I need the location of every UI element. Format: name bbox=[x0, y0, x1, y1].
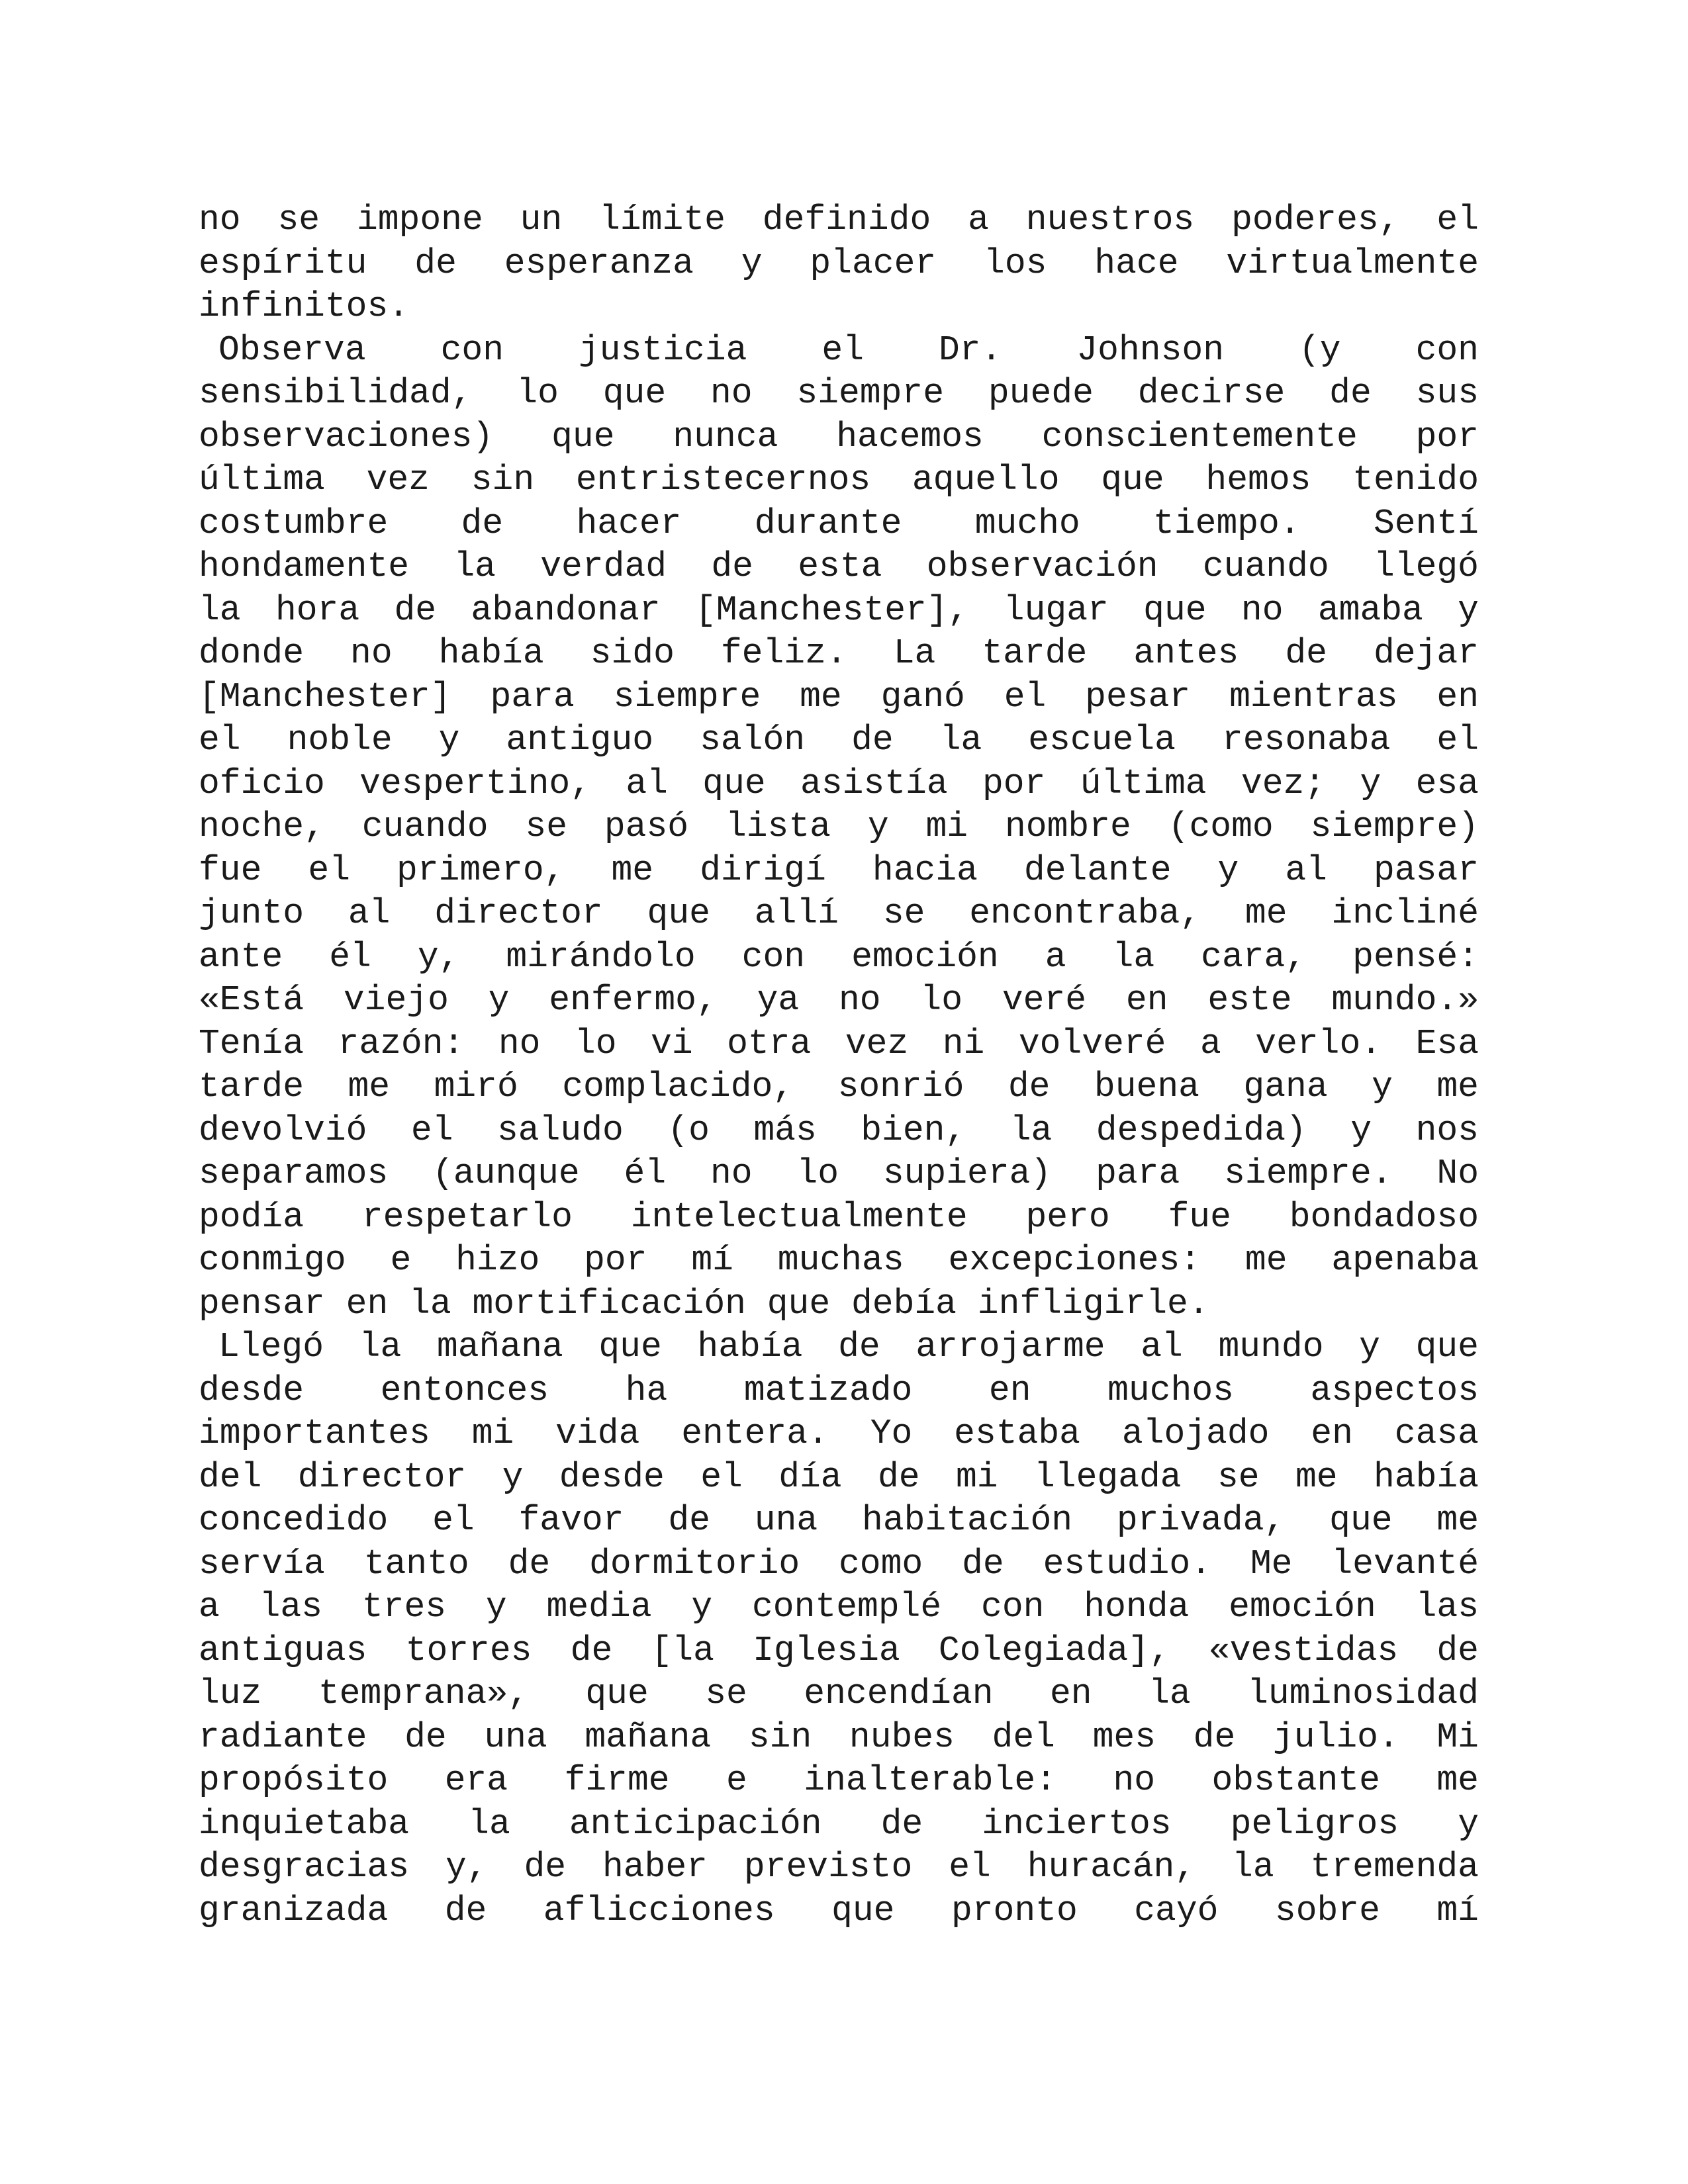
text-line: desgracias y, de haber previsto el huracán, la tremenda bbox=[199, 1847, 1479, 1887]
text-line: antiguas torres de [la Iglesia Colegiada], «vestidas de bbox=[199, 1630, 1479, 1670]
text-line: conmigo e hizo por mí muchas excepciones: me apenaba bbox=[199, 1240, 1479, 1280]
document-page bbox=[199, 199, 1479, 1985]
text-line: espíritu de esperanza y placer los hace virtualmente bbox=[199, 243, 1479, 283]
text-line: infinitos. bbox=[199, 287, 410, 326]
text-line: separamos (aunque él no lo supiera) para siempre. No bbox=[199, 1154, 1479, 1193]
text-line: el noble y antiguo salón de la escuela resonaba el bbox=[199, 720, 1479, 760]
text-line: Observa con justicia el Dr. Johnson (y con bbox=[218, 330, 1479, 370]
text-line: hondamente la verdad de esta observación cuando llegó bbox=[199, 547, 1479, 586]
text-line: pensar en la mortificación que debía infligirle. bbox=[199, 1283, 1209, 1324]
text-line: ante él y, mirándolo con emoción a la cara, pensé: bbox=[199, 936, 1479, 977]
text-line: luz temprana», que se encendían en la luminosidad bbox=[199, 1674, 1479, 1713]
text-line: sensibilidad, lo que no siempre puede decirse de sus bbox=[199, 373, 1479, 413]
text-line: Tenía razón: no lo vi otra vez ni volveré a verlo. Esa bbox=[199, 1023, 1479, 1064]
text-line: fue el primero, me dirigí hacia delante y al pasar bbox=[199, 850, 1479, 890]
text-line: no se impone un límite definido a nuestros poderes, el bbox=[199, 200, 1479, 240]
text-line: última vez sin entristecernos aquello que hemos tenido bbox=[199, 460, 1479, 500]
text-line: concedido el favor de una habitación privada, que me bbox=[199, 1500, 1479, 1540]
text-line: oficio vespertino, al que asistía por última vez; y esa bbox=[199, 763, 1479, 803]
text-line: a las tres y media y contemplé con honda emoción las bbox=[199, 1587, 1479, 1627]
text-line: devolvió el saludo (o más bien, la despedida) y nos bbox=[199, 1110, 1479, 1150]
body-text bbox=[199, 199, 1479, 1933]
text-line: junto al director que allí se encontraba, me incliné bbox=[199, 893, 1479, 933]
text-line: costumbre de hacer durante mucho tiempo. Sentí bbox=[199, 503, 1479, 543]
text-line: noche, cuando se pasó lista y mi nombre (como siempre) bbox=[199, 807, 1479, 846]
text-line: del director y desde el día de mi llegada se me había bbox=[199, 1457, 1479, 1497]
text-line: «Está viejo y enfermo, ya no lo veré en este mundo.» bbox=[199, 980, 1479, 1020]
text-line: observaciones) que nunca hacemos conscientemente por bbox=[199, 416, 1479, 457]
text-line: la hora de abandonar [Manchester], lugar que no amaba y bbox=[199, 590, 1479, 630]
text-line: inquietaba la anticipación de inciertos peligros y bbox=[199, 1803, 1479, 1844]
text-line: radiante de una mañana sin nubes del mes de julio. Mi bbox=[199, 1717, 1479, 1757]
text-line: donde no había sido feliz. La tarde antes de dejar bbox=[199, 633, 1479, 673]
text-line: desde entonces ha matizado en muchos aspectos bbox=[199, 1370, 1479, 1410]
text-line: tarde me miró complacido, sonrió de buena gana y me bbox=[199, 1067, 1479, 1107]
text-line: propósito era firme e inalterable: no obstante me bbox=[199, 1760, 1479, 1800]
text-line: granizada de aflicciones que pronto cayó sobre mí bbox=[199, 1890, 1479, 1931]
text-line: servía tanto de dormitorio como de estudio. Me levanté bbox=[199, 1543, 1479, 1584]
text-line: podía respetarlo intelectualmente pero fue bondadoso bbox=[199, 1197, 1479, 1237]
text-line: Llegó la mañana que había de arrojarme al mundo y que bbox=[218, 1327, 1479, 1367]
text-line: [Manchester] para siempre me ganó el pesar mientras en bbox=[199, 676, 1479, 717]
text-line: importantes mi vida entera. Yo estaba alojado en casa bbox=[199, 1414, 1479, 1453]
